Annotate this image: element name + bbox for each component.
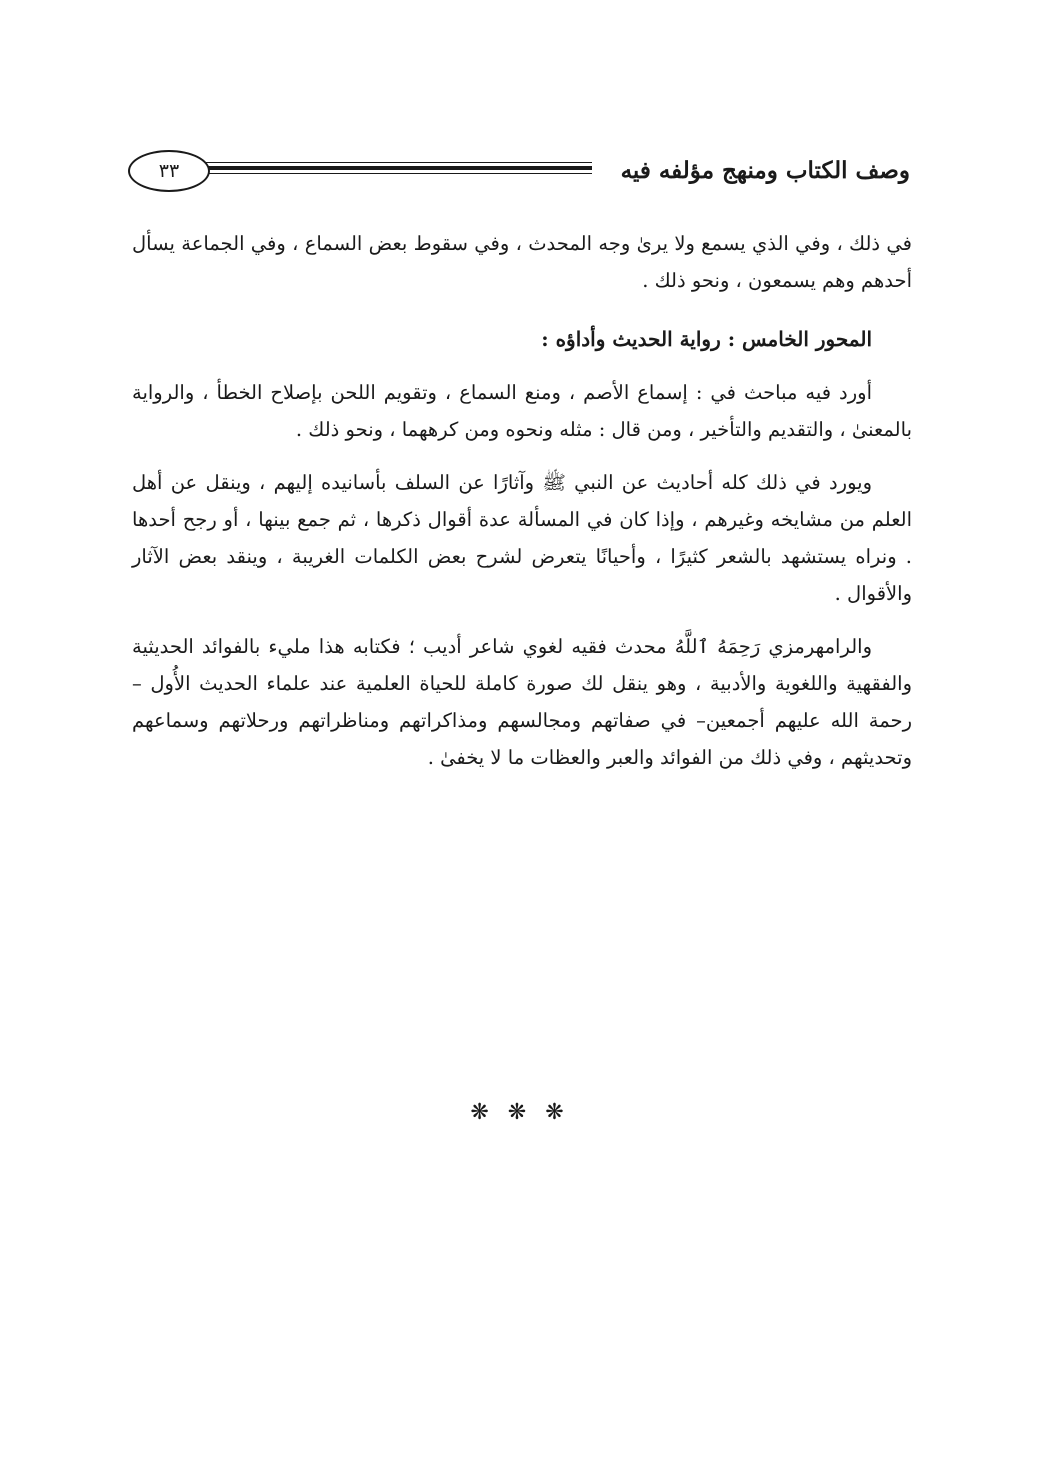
header-rule bbox=[206, 162, 592, 178]
paragraph-1: أورد فيه مباحث في : إسماع الأصم ، ومنع السماع ، وتقويم اللحن بإصلاح الخطأ ، والرواية بالمعنىٰ ، والتقديم والتأخير ، ومن قال : مثله ونحوه ومن كرههما ، ونحو ذلك . bbox=[132, 381, 912, 441]
main-text bbox=[132, 225, 912, 792]
section-separator: ❋ ❋ ❋ bbox=[470, 1100, 570, 1125]
section-heading: المحور الخامس : رواية الحديث وأداؤه : bbox=[541, 327, 872, 351]
paragraph-3: والرامهرمزي رَحِمَهُ ٱللَّهُ محدث فقيه لغوي شاعر أديب ؛ فكتابه هذا مليء بالفوائد الحديثية والفقهية واللغوية والأدبية ، وهو ينقل لك صورة كاملة للحياة العلمية عند علماء الحديث الأُول –رحمة الله عليهم أجمعين– في صفاتهم ومجالسهم ومذاكراتهم ومناظراتهم ورحلاتهم وسماعهم وتحديثهم ، وفي ذلك من الفوائد والعبر والعظات ما لا يخفىٰ . bbox=[132, 635, 912, 769]
header-title: وصف الكتاب ومنهج مؤلفه فيه bbox=[620, 157, 910, 184]
continuation-paragraph: في ذلك ، وفي الذي يسمع ولا يرىٰ وجه المحدث ، وفي سقوط بعض السماع ، وفي الجماعة يسأل أحدهم وهم يسمعون ، ونحو ذلك . bbox=[132, 232, 912, 292]
page-number: ٣٣ bbox=[128, 150, 210, 192]
paragraph-2: ويورد في ذلك كله أحاديث عن النبي ﷺ وآثارًا عن السلف بأسانيده إليهم ، وينقل عن أهل العلم من مشايخه وغيرهم ، وإذا كان في المسألة عدة أقوال ذكرها ، ثم جمع بينها ، أو رجح أحدها . ونراه يستشهد بالشعر كثيرًا ، وأحيانًا يتعرض لشرح بعض الكلمات الغريبة ، وينقد بعض الآثار والأقوال . bbox=[132, 471, 912, 605]
running-header bbox=[128, 150, 910, 202]
